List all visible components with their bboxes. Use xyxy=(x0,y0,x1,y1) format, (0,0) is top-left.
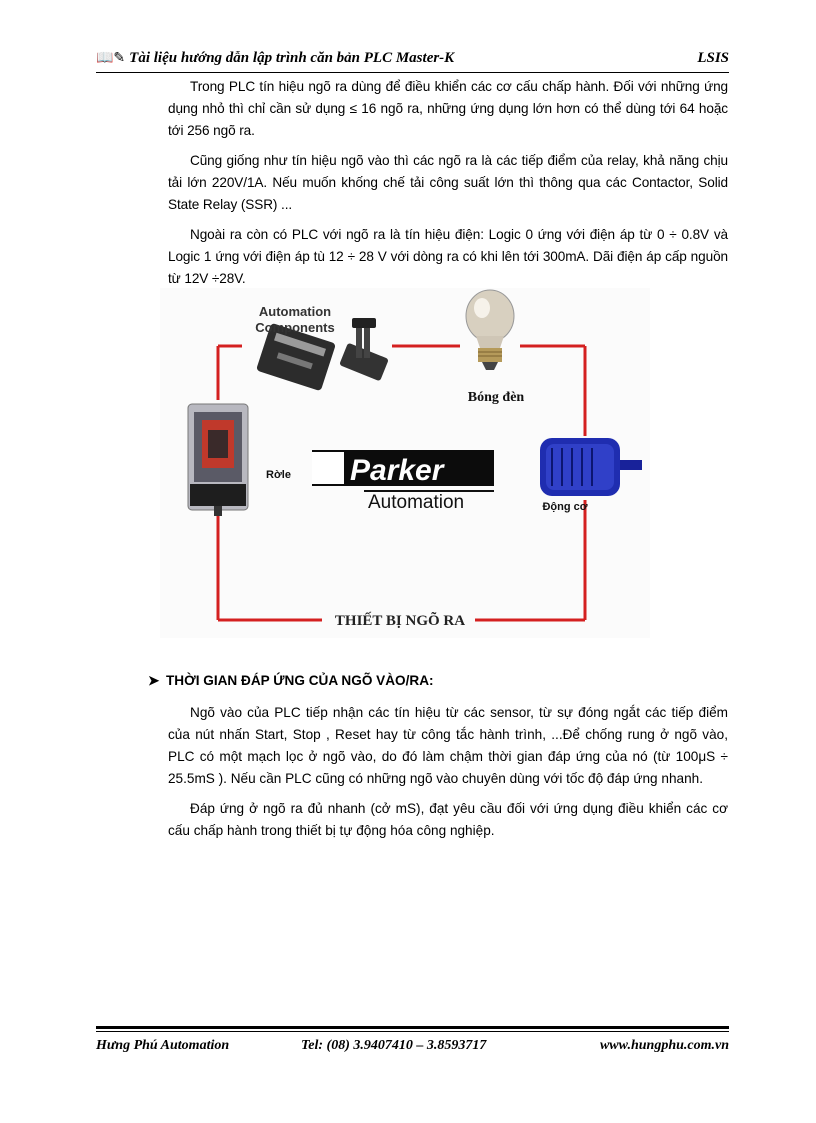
figure-caption: THIẾT BỊ NGÕ RA xyxy=(334,613,466,629)
header-rule xyxy=(96,72,729,73)
relay-label: Rờle xyxy=(266,469,291,481)
arrow-bullet-icon: ➤ xyxy=(148,673,160,688)
page-footer xyxy=(96,1026,729,1053)
motor-label: Động cơ xyxy=(542,501,588,513)
automation-label-2: Components xyxy=(255,320,335,335)
footer-rule-thin xyxy=(96,1031,729,1032)
motor-icon xyxy=(540,438,642,496)
section-heading xyxy=(148,673,434,689)
parker-wordmark: Parker xyxy=(350,454,444,487)
parker-automation-text: Automation xyxy=(368,492,465,513)
footer-rule-thick xyxy=(96,1026,729,1029)
paragraph: Trong PLC tín hiệu ngõ ra dùng để điều khiển các cơ cấu chấp hành. Đối với những ứng dụng nhỏ thì chỉ cần sử dụng ≤ 16 ngõ ra, những ứng dụng lớn hơn có thể dùng tới 64 hoặc tới 256 ngõ ra. xyxy=(168,79,728,138)
book-pen-icon: 📖✎ xyxy=(96,51,126,66)
paragraph: Cũng giống như tín hiệu ngõ vào thì các ngõ ra là các tiếp điểm của relay, khả năng chịu tải lớn 220V/1A. Nếu muốn khống chế tải công suất lớn thì thông qua các Contactor, Solid State Relay (SSR) ... xyxy=(168,153,728,212)
paragraph: Ngoài ra còn có PLC với ngõ ra là tín hiệu điện: Logic 0 ứng với điện áp từ 0 ÷ 0.8V và Logic 1 ứng với điện áp tù 12 ÷ 28 V với dòng ra có khi lên tới 300mA. Dãi điện áp cấp nguồn từ 12V ÷28V. xyxy=(168,227,728,286)
footer-tel: Tel: (08) 3.9407410 – 3.8593717 xyxy=(301,1038,487,1053)
section-title: THỜI GIAN ĐÁP ỨNG CỦA NGÕ VÀO/RA: xyxy=(166,673,434,688)
figure-svg xyxy=(160,288,650,638)
header-brand: LSIS xyxy=(697,50,729,66)
page-header xyxy=(96,48,729,72)
header-title-wrap xyxy=(96,50,454,67)
bulb-label: Bóng đèn xyxy=(467,390,525,405)
relay-icon xyxy=(188,404,248,516)
footer-company: Hưng Phú Automation xyxy=(96,1038,230,1053)
parker-logo-icon xyxy=(312,450,494,513)
header-title: Tài liệu hướng dẫn lập trình căn bản PLC Master-K xyxy=(129,50,455,66)
footer-web: www.hungphu.com.vn xyxy=(599,1038,729,1053)
paragraph: Ngõ vào của PLC tiếp nhận các tín hiệu từ các sensor, từ sự đóng ngắt các tiếp điểm của nút nhấn Start, Stop , Reset hay từ công tắc hành trình, ...Để chống rung ở ngõ vào, PLC có một mạch lọc ở ngõ vào, do đó làm chậm thời gian đáp ứng của nó (từ 100μS ÷ 25.5mS ). Nếu cần PLC cũng có những ngõ vào chuyên dùng với tốc độ đáp ứng nhanh. xyxy=(168,705,728,786)
body-text-1 xyxy=(168,76,728,298)
output-devices-figure xyxy=(160,288,650,638)
body-text-2 xyxy=(168,702,728,850)
paragraph: Đáp ứng ở ngõ ra đủ nhanh (cở mS), đạt yêu cầu đối với ứng dụng điều khiển các cơ cấu chấp hành trong thiết bị tự động hóa công nghiệp. xyxy=(168,801,728,838)
automation-label-1: Automation xyxy=(258,304,332,319)
light-bulb-icon xyxy=(466,290,514,370)
